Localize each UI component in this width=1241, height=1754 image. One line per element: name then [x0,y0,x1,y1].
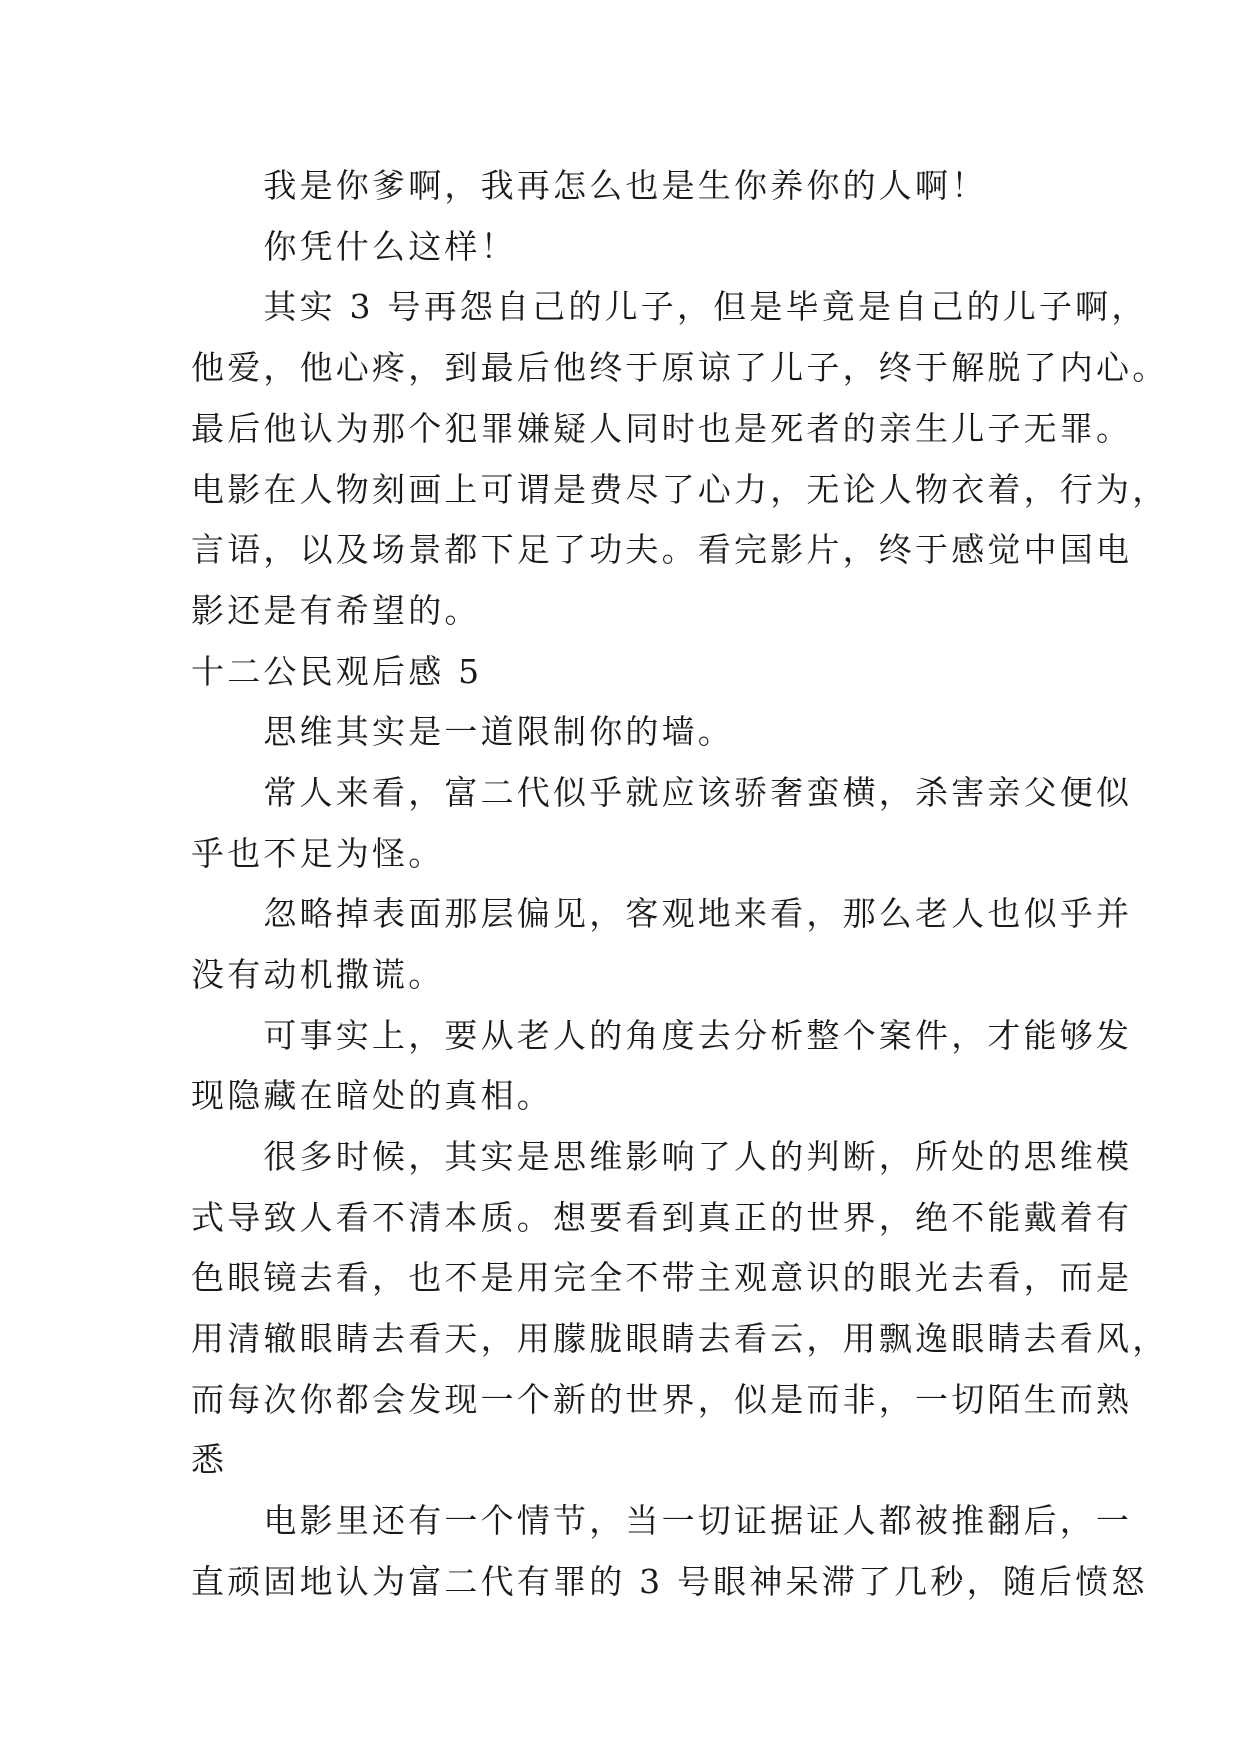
paragraph-line: 式导致人看不清本质。想要看到真正的世界，绝不能戴着有 [191,1198,1133,1237]
paragraph-line: 可事实上，要从老人的角度去分析整个案件，才能够发 [191,1016,1133,1055]
paragraph-line: 用清辙眼睛去看天，用朦胧眼睛去看云，用飘逸眼睛去看风， [191,1319,1169,1358]
paragraph-line: 影还是有希望的。 [191,591,481,630]
paragraph-line: 电影在人物刻画上可谓是费尽了心力，无论人物衣着，行为， [191,470,1169,509]
paragraph-line: 而每次你都会发现一个新的世界，似是而非，一切陌生而熟 [191,1380,1133,1419]
paragraph-line: 很多时候，其实是思维影响了人的判断，所处的思维模 [191,1137,1133,1176]
paragraph-line: 其实 3 号再怨自己的儿子，但是毕竟是自己的儿子啊， [191,287,1148,326]
paragraph-line: 思维其实是一道限制你的墙。 [191,712,734,751]
paragraph-line: 我是你爹啊，我再怎么也是生你养你的人啊！ [191,166,988,205]
paragraph-line: 乎也不足为怪。 [191,834,445,873]
paragraph-line: 没有动机撒谎。 [191,955,445,994]
paragraph-line: 言语，以及场景都下足了功夫。看完影片，终于感觉中国电 [191,530,1133,569]
section-heading: 十二公民观后感 5 [191,652,483,691]
paragraph-line: 色眼镜去看，也不是用完全不带主观意识的眼光去看，而是 [191,1258,1133,1297]
paragraph-line: 悉 [191,1440,228,1479]
paragraph-line: 忽略掉表面那层偏见，客观地来看，那么老人也似乎并 [191,894,1133,933]
paragraph-line: 电影里还有一个情节，当一切证据证人都被推翻后，一 [191,1501,1133,1540]
paragraph-line: 常人来看，富二代似乎就应该骄奢蛮横，杀害亲父便似 [191,773,1133,812]
paragraph-line: 直顽固地认为富二代有罪的 3 号眼神呆滞了几秒，随后愤怒 [191,1562,1148,1601]
paragraph-line: 你凭什么这样！ [191,227,517,266]
paragraph-line: 他爱，他心疼，到最后他终于原谅了儿子，终于解脱了内心。 [191,348,1169,387]
paragraph-line: 现隐藏在暗处的真相。 [191,1076,553,1115]
paragraph-line: 最后他认为那个犯罪嫌疑人同时也是死者的亲生儿子无罪。 [191,409,1133,448]
